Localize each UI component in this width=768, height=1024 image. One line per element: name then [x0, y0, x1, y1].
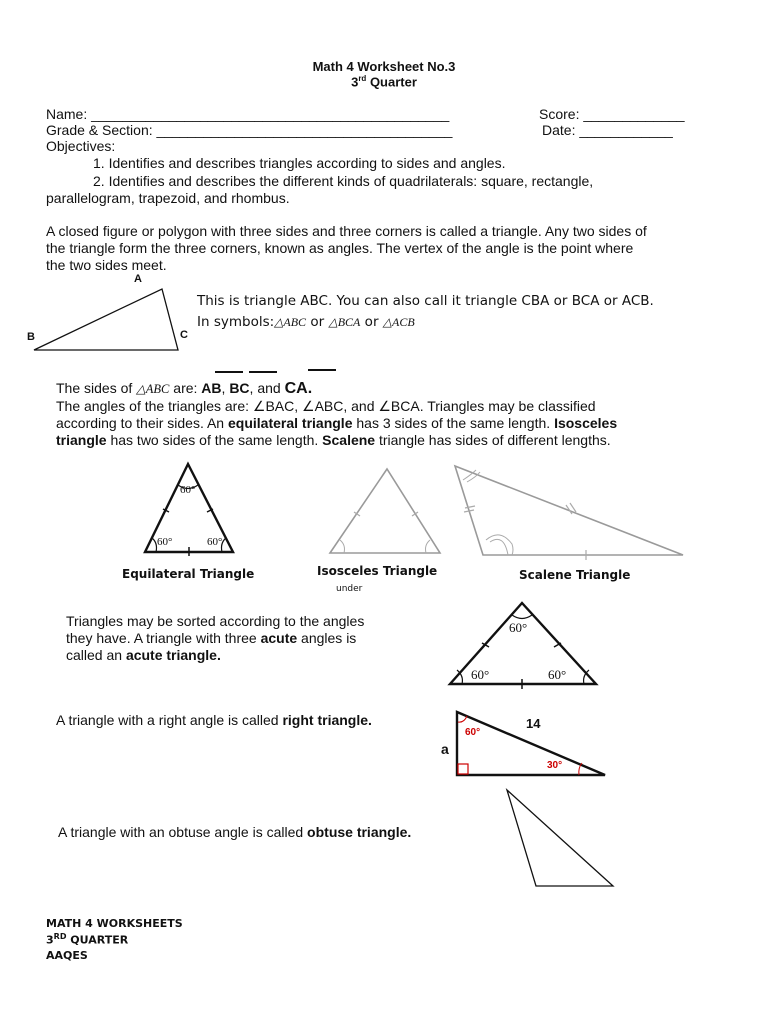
- name-label: Name:: [46, 106, 92, 122]
- date-label: Date:: [542, 122, 580, 138]
- side-ab: AB: [201, 380, 222, 396]
- abc-symbols: [197, 314, 415, 330]
- angles-line-2-pre: according to their sides. An: [56, 415, 228, 431]
- objective-2-line-1: 2. Identifies and describes the different kinds of quadrilaterals: square, rectangle,: [93, 173, 594, 189]
- angles-line-2-post: has 3 sides of the same length.: [352, 415, 555, 431]
- vertex-c-label: C: [180, 329, 188, 341]
- footer-line-2: [46, 932, 128, 947]
- vertex-b-label: B: [27, 331, 35, 343]
- footer-line-3: AAQES: [46, 949, 88, 962]
- right-side-a-label: a: [441, 741, 449, 757]
- scalene-term: Scalene: [322, 432, 376, 448]
- grade-line[interactable]: ______________________________________: [156, 122, 453, 138]
- obtuse-triangle-term: obtuse triangle.: [307, 824, 412, 840]
- quarter-number: 3: [351, 74, 359, 90]
- footer-quarter-sup: RD: [53, 932, 67, 941]
- objectives-label: Objectives:: [46, 138, 116, 154]
- acute-angle-right: 60°: [548, 667, 567, 682]
- scalene-caption: Scalene Triangle: [519, 568, 631, 582]
- acute-line-3: [66, 647, 221, 664]
- overline-bc: [249, 371, 277, 373]
- acute-line-1: Triangles may be sorted according to the angles: [66, 613, 365, 629]
- acute-line-2: [66, 630, 356, 647]
- intro-line-2: the triangle form the three corners, known as angles. The vertex of the angle is the point where: [46, 240, 634, 256]
- equilateral-angle-right: 60°: [207, 536, 223, 548]
- name-field[interactable]: [46, 106, 449, 123]
- right-angle-30: 30°: [547, 760, 563, 771]
- grade-label: Grade & Section:: [46, 122, 157, 138]
- acute-term: acute: [260, 630, 298, 646]
- acute-line-2-post: angles is: [297, 630, 357, 646]
- acute-triangle-term: acute triangle.: [125, 647, 221, 663]
- overline-ca: [308, 369, 336, 371]
- intro-line-1: A closed figure or polygon with three sides and three corners is called a triangle. Any two sides of: [46, 223, 647, 239]
- triangle-term: triangle: [56, 432, 107, 448]
- name-line[interactable]: ______________________________________________: [91, 106, 450, 122]
- sides-prefix: The sides of: [56, 380, 137, 396]
- acute-line-3-pre: called an: [66, 647, 126, 663]
- intro-line-3: the two sides meet.: [46, 257, 167, 273]
- symbol-abc: △ABC: [274, 315, 307, 329]
- symbols-or-2: or: [360, 314, 383, 330]
- symbol-bca: △BCA: [328, 315, 361, 329]
- symbols-label: In symbols:: [197, 314, 275, 330]
- score-label: Score:: [539, 106, 584, 122]
- footer-quarter-num: 3: [46, 933, 54, 947]
- angles-line-3: [56, 432, 611, 449]
- acute-angle-top: 60°: [509, 620, 528, 635]
- date-field[interactable]: [542, 122, 673, 139]
- obtuse-text-pre: A triangle with an obtuse angle is called: [58, 824, 308, 840]
- angles-line-3-post: triangle has sides of different lengths.: [375, 432, 611, 448]
- worksheet-title: Math 4 Worksheet No.3: [312, 59, 456, 74]
- equilateral-angle-left: 60°: [157, 536, 173, 548]
- obtuse-triangle-text: [58, 824, 411, 841]
- sides-sentence: [56, 380, 312, 398]
- symbol-acb: △ACB: [382, 315, 415, 329]
- overline-ab: [215, 371, 243, 373]
- footer-line-1: MATH 4 WORKSHEETS: [46, 917, 183, 930]
- quarter-heading: [0, 74, 768, 89]
- acute-angle-left: 60°: [471, 667, 490, 682]
- sides-are: are:: [169, 380, 202, 396]
- footer-quarter-word: QUARTER: [66, 933, 129, 947]
- side-ca: CA.: [284, 380, 313, 397]
- side-bc: BC: [229, 380, 250, 396]
- isosceles-term: Isosceles: [554, 415, 618, 431]
- right-triangle-text: [56, 712, 372, 729]
- equilateral-caption: Equilateral Triangle: [122, 567, 255, 581]
- score-field[interactable]: [539, 106, 685, 123]
- angles-line-3-mid: has two sides of the same length.: [106, 432, 323, 448]
- quarter-suffix: rd: [358, 74, 367, 83]
- sides-symbol: △ABC: [136, 382, 170, 396]
- objective-2-line-2: parallelogram, trapezoid, and rhombus.: [46, 190, 290, 206]
- sides-and: , and: [249, 380, 285, 396]
- vertex-a-label: A: [134, 273, 142, 285]
- acute-line-2-pre: they have. A triangle with three: [66, 630, 261, 646]
- objective-1: 1. Identifies and describes triangles according to sides and angles.: [93, 155, 506, 171]
- quarter-word: Quarter: [369, 74, 417, 90]
- symbols-or-1: or: [306, 314, 329, 330]
- equilateral-term: equilateral triangle: [228, 415, 353, 431]
- equilateral-angle-top: 60°: [180, 484, 196, 496]
- date-line[interactable]: ____________: [579, 122, 673, 138]
- right-text-pre: A triangle with a right angle is called: [56, 712, 283, 728]
- isosceles-note: under: [336, 584, 363, 594]
- angles-line-1: The angles of the triangles are: ∠BAC, ∠ABC, and ∠BCA. Triangles may be classified: [56, 398, 596, 414]
- abc-description: This is triangle ABC. You can also call it triangle CBA or BCA or ACB.: [197, 293, 654, 309]
- sides-comma: ,: [221, 380, 230, 396]
- score-line[interactable]: _____________: [583, 106, 685, 122]
- angles-line-2: [56, 415, 617, 432]
- right-triangle-term: right triangle.: [282, 712, 372, 728]
- right-angle-60: 60°: [465, 727, 481, 738]
- right-hypotenuse-label: 14: [526, 716, 541, 731]
- grade-section-field[interactable]: [46, 122, 452, 139]
- isosceles-caption: Isosceles Triangle: [317, 564, 438, 578]
